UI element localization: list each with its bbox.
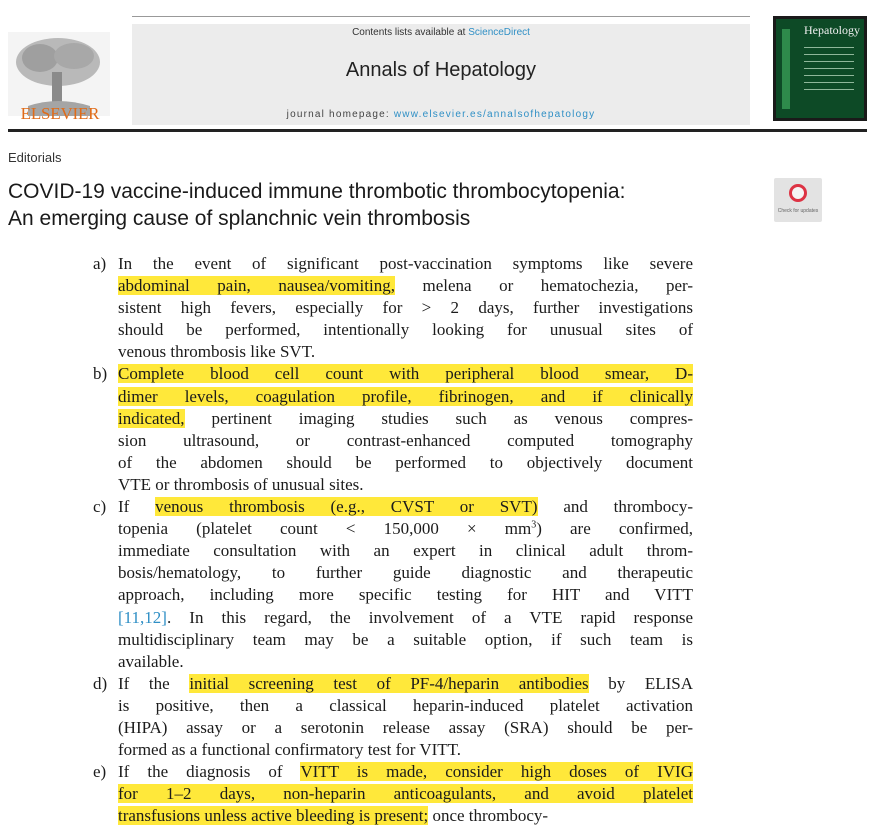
list-item	[93, 496, 693, 673]
text-line	[118, 607, 693, 629]
highlighted-text: for 1–2 days, non-heparin anticoagulants, and avoid platelet	[118, 784, 693, 804]
text-span: and thrombocy-	[537, 497, 693, 517]
highlighted-text: indicated,	[118, 408, 185, 428]
text-span: melena or hematochezia, per-	[394, 276, 693, 296]
text-line	[118, 739, 693, 761]
list-marker: b)	[93, 364, 108, 384]
text-line	[118, 253, 693, 275]
text-span: sion ultrasound, or contrast-enhanced computed tomography	[118, 430, 693, 450]
text-span: (HIPA) assay or a serotonin release assay (SRA) should be per-	[118, 717, 693, 737]
cover-title: Hepatology	[804, 23, 860, 37]
text-span: of the abdomen should be performed to objectively document	[118, 452, 693, 472]
text-span: sistent high fevers, especially for > 2 days, further investigations	[118, 298, 693, 318]
text-span: by ELISA	[588, 673, 693, 693]
recommendation-list	[93, 253, 693, 827]
highlighted-text: VITT is made, consider high doses of IVIG	[300, 762, 693, 782]
list-marker: d)	[93, 673, 108, 693]
article-title-line-2: An emerging cause of splanchnic vein thrombosis	[8, 207, 471, 230]
text-span: 3	[531, 519, 537, 531]
highlighted-text: venous thrombosis (e.g., CVST or SVT)	[155, 497, 538, 517]
text-line	[118, 717, 693, 739]
elsevier-wordmark: ELSEVIER	[20, 104, 100, 123]
list-item	[93, 673, 693, 761]
text-line	[118, 474, 693, 496]
journal-cover	[773, 16, 867, 121]
highlighted-text: Complete blood cell count with peripheral blood smear, D-	[118, 364, 693, 384]
text-line	[118, 275, 693, 297]
text-line	[118, 629, 693, 651]
homepage-line	[132, 109, 750, 120]
text-span: immediate consultation with an expert in clinical adult throm-	[118, 541, 693, 561]
text-span: should be performed, intentionally looking for unusual sites of	[118, 320, 693, 340]
text-span: venous thrombosis like SVT.	[118, 342, 316, 362]
homepage-link[interactable]: www.elsevier.es/annalsofhepatology	[393, 109, 596, 120]
highlighted-text: initial screening test of PF-4/heparin antibodies	[189, 673, 589, 693]
text-line	[118, 584, 693, 606]
text-span: multidisciplinary team may be a suitable option, if such team is	[118, 629, 693, 649]
text-span: pertinent imaging studies such as venous compres-	[184, 408, 693, 428]
text-line	[118, 297, 693, 319]
list-marker: a)	[93, 254, 107, 273]
cover-text-lines	[804, 47, 854, 96]
text-line	[118, 540, 693, 562]
contents-line	[132, 27, 750, 38]
text-line	[118, 651, 693, 673]
text-line	[118, 673, 693, 695]
list-item	[93, 363, 693, 496]
highlighted-text: dimer levels, coagulation profile, fibrinogen, and if clinically	[118, 386, 693, 406]
text-span: approach, including more specific testing for HIT and VITT	[118, 585, 693, 605]
text-span: In the event of significant post-vaccination symptoms like severe	[118, 254, 693, 273]
text-line	[118, 341, 693, 363]
text-line	[118, 518, 693, 540]
text-span: If	[118, 497, 156, 517]
text-span: once thrombocy-	[428, 806, 549, 826]
text-line	[118, 695, 693, 717]
text-span: . In this regard, the involvement of a VTE rapid response	[166, 607, 693, 627]
text-span: VTE or thrombosis of unusual sites.	[118, 474, 364, 494]
journal-title: Annals of Hepatology	[345, 59, 537, 81]
list-item	[93, 761, 693, 827]
text-line	[118, 363, 693, 385]
text-span: is positive, then a classical heparin-induced platelet activation	[118, 695, 693, 715]
text-line	[118, 761, 693, 783]
list-marker: c)	[93, 497, 107, 517]
text-span: formed as a functional confirmatory test for VITT.	[118, 740, 462, 760]
crossmark-caption: Check for updates	[777, 208, 819, 214]
text-line	[118, 496, 693, 518]
check-for-updates-badge[interactable]	[774, 178, 822, 222]
text-line	[118, 430, 693, 452]
text-line	[118, 783, 693, 805]
reference-link[interactable]: [11,12]	[118, 607, 167, 627]
cover-stripe	[782, 29, 790, 109]
contents-prefix: Contents lists available at	[352, 27, 469, 38]
text-span: available.	[118, 651, 184, 671]
section-label: Editorials	[8, 150, 62, 165]
journal-masthead	[132, 24, 750, 125]
text-line	[118, 562, 693, 584]
highlighted-text: abdominal pain, nausea/vomiting,	[118, 276, 395, 296]
text-span: If the diagnosis of	[118, 762, 301, 782]
header-divider	[8, 129, 867, 132]
list-item	[93, 253, 693, 363]
text-line	[118, 408, 693, 430]
top-rule	[132, 16, 750, 17]
article-title	[8, 178, 748, 232]
text-span: bosis/hematology, to further guide diagnostic and therapeutic	[118, 563, 693, 583]
text-span: If the	[118, 673, 190, 693]
highlighted-text: transfusions unless active bleeding is present;	[118, 806, 429, 826]
crossmark-icon	[789, 184, 807, 202]
text-line	[118, 452, 693, 474]
text-span: ) are confirmed,	[536, 519, 693, 539]
text-line	[118, 386, 693, 408]
text-span: topenia (platelet count < 150,000 × mm	[118, 519, 532, 539]
text-line	[118, 319, 693, 341]
sciencedirect-link[interactable]: ScienceDirect	[468, 27, 530, 38]
article-title-line-1: COVID-19 vaccine-induced immune thrombotic thrombocytopenia:	[8, 180, 626, 203]
list-marker: e)	[93, 762, 107, 782]
homepage-prefix: journal homepage:	[286, 109, 394, 120]
